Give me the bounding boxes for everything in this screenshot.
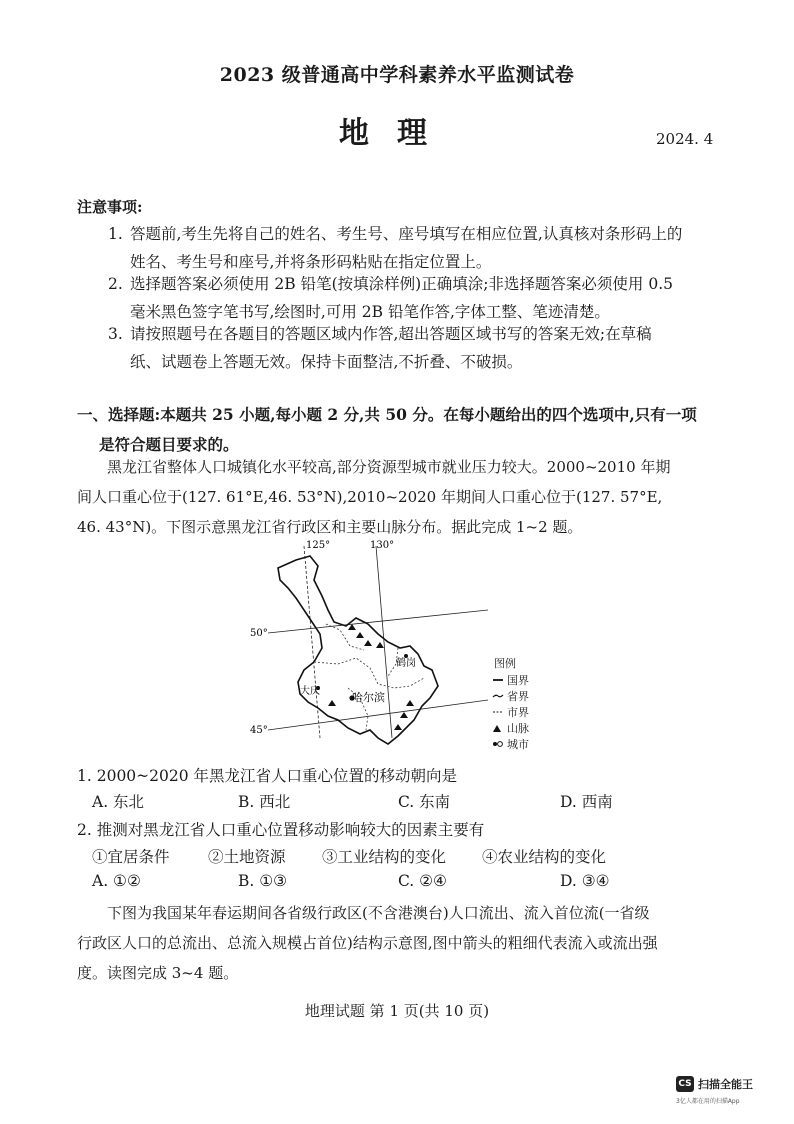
- legend-title: 图例: [494, 657, 516, 670]
- national-border-icon: [492, 675, 504, 685]
- notice-item-text: 选择题答案必须使用 2B 铅笔(按填涂样例)正确填涂;非选择题答案必须使用 0.5: [130, 275, 674, 293]
- notice-item-text: 答题前,考生先将自己的姓名、考生号、座号填写在相应位置,认真核对条形码上的: [130, 225, 683, 243]
- section-heading: [77, 400, 717, 460]
- watermark-name: 扫描全能王: [698, 1078, 753, 1091]
- question-1-option-d: D. 西南: [560, 793, 613, 811]
- passage-line: 黑龙江省整体人口城镇化水平较高,部分资源型城市就业压力较大。2000~2010 年期: [107, 458, 671, 476]
- legend-item-province-border: [492, 688, 529, 704]
- legend-item-national-border: [492, 672, 529, 688]
- notice-heading: 注意事项:: [77, 198, 143, 216]
- notice-item-3: [108, 320, 718, 376]
- province-boundary: [278, 556, 438, 744]
- longitude-label-130: 130°: [370, 540, 395, 551]
- longitude-label-125: 125°: [306, 540, 331, 551]
- city-label-daqing: 大庆: [300, 686, 320, 697]
- mountain-range: [328, 624, 414, 730]
- scanner-watermark: [676, 1076, 753, 1092]
- passage-line: 下图为我国某年春运期间各省级行政区(不含港澳台)人口流出、流入首位流(一省级: [107, 904, 650, 922]
- city-label-harbin: 哈尔滨: [352, 691, 385, 704]
- city-label-hegang: 鹤岗: [396, 658, 416, 669]
- subject-title: 地理: [339, 116, 455, 151]
- meridian-125: [304, 546, 320, 738]
- legend-label: 国界: [507, 674, 529, 687]
- passage-1: [77, 452, 717, 542]
- notice-item-text: 毫米黑色签字笔书写,绘图时,可用 2B 铅笔作答,字体工整、笔迹清楚。: [130, 303, 610, 321]
- province-border-icon: [492, 691, 504, 701]
- question-1-stem: 1. 2000~2020 年黑龙江省人口重心位置的移动朝向是: [77, 767, 458, 785]
- passage-line: 行政区人口的总流出、总流入规模占首位)结构示意图,图中箭头的粗细代表流入或流出强: [77, 934, 658, 952]
- question-2-factor-1: ①宜居条件: [92, 848, 170, 866]
- question-2-option-b: B. ①③: [238, 872, 288, 890]
- notice-item-number: 1.: [108, 225, 123, 243]
- question-2-option-d: D. ③④: [560, 872, 610, 890]
- city-border-icon: [492, 707, 504, 717]
- question-2-option-a: A. ①②: [92, 872, 141, 890]
- notice-item-text: 请按照题号在各题目的答题区域内作答,超出答题区域书写的答案无效;在草稿: [130, 325, 652, 343]
- question-1-option-a: A. 东北: [92, 793, 145, 811]
- passage-2: [77, 898, 717, 988]
- parallel-50: [268, 610, 488, 633]
- legend-label: 城市: [507, 738, 529, 751]
- notice-item-text: 纸、试题卷上答题无效。保持卡面整洁,不折叠、不破损。: [130, 353, 523, 371]
- exam-title: 2023 级普通高中学科素养水平监测试卷: [219, 64, 575, 86]
- exam-date: 2024. 4: [656, 130, 714, 148]
- mountain-icon: [492, 723, 504, 733]
- legend-item-city: [492, 736, 529, 752]
- question-2-factor-4: ④农业结构的变化: [482, 848, 607, 866]
- section-heading-line: 一、选择题:本题共 25 小题,每小题 2 分,共 50 分。在每小题给出的四个选项中,只有一项: [77, 405, 697, 424]
- watermark-subtitle: 3亿人都在用的扫描App: [676, 1098, 740, 1105]
- notice-item-number: 2.: [108, 275, 123, 293]
- page-footer: 地理试题 第 1 页(共 10 页): [304, 1002, 490, 1020]
- question-2-factor-3: ③工业结构的变化: [322, 848, 447, 866]
- notice-item-2: [108, 270, 718, 326]
- passage-line: 度。读图完成 3~4 题。: [77, 964, 239, 982]
- legend-item-city-border: [492, 704, 529, 720]
- parallel-45: [268, 700, 488, 730]
- passage-line: 46. 43°N)。下图示意黑龙江省行政区和主要山脉分布。据此完成 1~2 题。: [77, 518, 583, 536]
- city-dot-icon: [492, 739, 504, 749]
- latitude-label-45: 45°: [250, 725, 268, 736]
- notice-item-1: [108, 220, 718, 276]
- notice-item-number: 3.: [108, 325, 123, 343]
- question-1-option-c: C. 东南: [398, 793, 451, 811]
- latitude-label-50: 50°: [250, 628, 268, 639]
- question-1-option-b: B. 西北: [238, 793, 291, 811]
- section-heading-line: 是符合题目要求的。: [99, 435, 239, 454]
- legend-label: 省界: [507, 690, 529, 703]
- camscanner-logo-icon: CS: [676, 1076, 694, 1092]
- legend-label: 山脉: [507, 722, 529, 735]
- passage-line: 间人口重心位于(127. 61°E,46. 53°N),2010~2020 年期间人口重心位于(127. 57°E,: [77, 488, 663, 506]
- notice-item-text: 姓名、考生号和座号,并将条形码粘贴在指定位置上。: [130, 253, 492, 271]
- legend-label: 市界: [507, 706, 529, 719]
- question-2-stem: 2. 推测对黑龙江省人口重心位置移动影响较大的因素主要有: [77, 821, 485, 839]
- question-2-factor-2: ②土地资源: [208, 848, 286, 866]
- legend-item-mountain: [492, 720, 529, 736]
- question-2-option-c: C. ②④: [398, 872, 447, 890]
